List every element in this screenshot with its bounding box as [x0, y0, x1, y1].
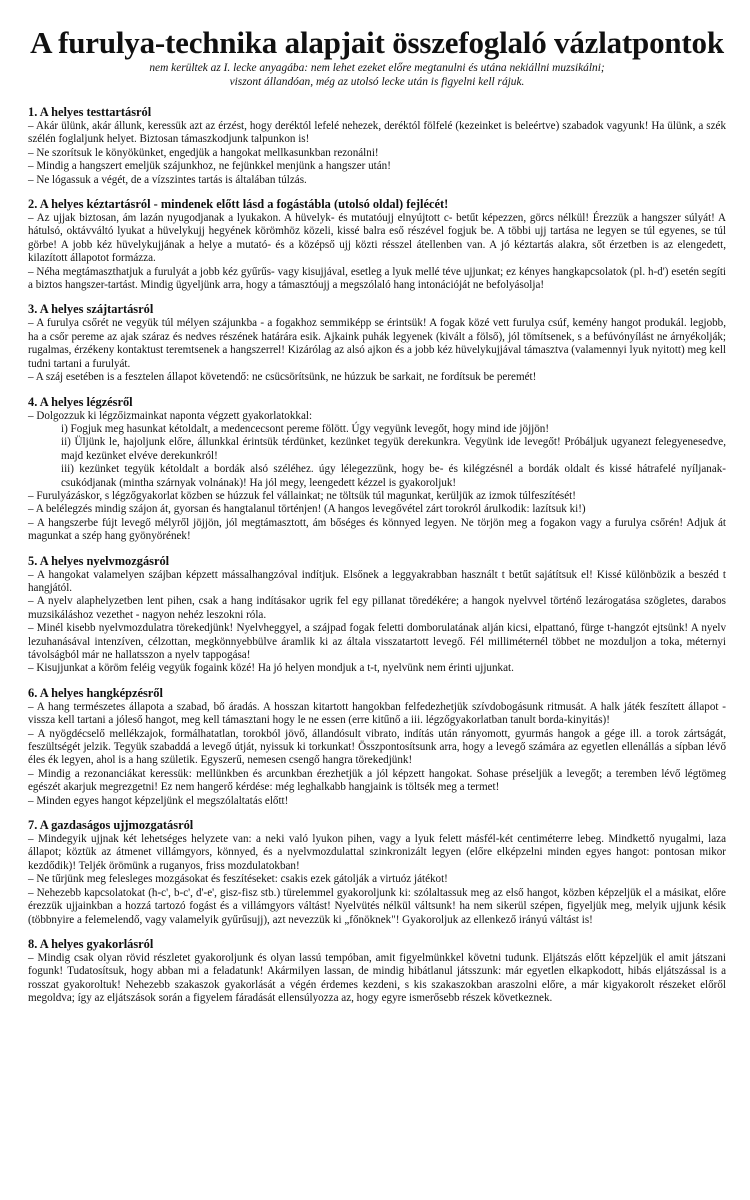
section-heading: 5. A helyes nyelvmozgásról: [28, 553, 170, 568]
section-paragraph: – Ne lógassuk a végét, de a vízszintes tartás is általában túlzás.: [28, 173, 307, 186]
section-heading: 1. A helyes testtartásról: [28, 105, 152, 119]
section-paragraph: – Mindig a rezonanciákat keressük: mellünkben és arcunkban érezhetjük a jól képzett hangokat. Sohase préseljük a levegőt; a teremben lévő légtömeg egészét akarjuk megrezgetni! Ez nem hangerő kérdése: még leghalkabb hangjaink is töltsék meg a termet!: [28, 767, 726, 794]
section-heading: 4. A helyes légzésről: [28, 394, 133, 409]
section-paragraph: – Ne szorítsuk le könyökünket, engedjük a hangokat mellkasunkban rezonálni!: [28, 146, 379, 159]
section-3: [28, 302, 726, 384]
section-paragraph: ii) Üljünk le, hajoljunk előre, állunkkal érintsük térdünket, kezünket tegyük derekunkra. Vegyünk ide levegőt! Próbáljuk ugyanezt felegyenesedve, majd kezünket elvéve derekunkról!: [61, 436, 726, 462]
section-paragraph: – Mindig csak olyan rövid részletet gyakoroljunk és olyan lassú tempóban, amit figyelmünkkel követni tudunk. Eljátszás előtt képzeljük el amit játszani fogunk! Tudatosítsuk, hogy abban mi a feladatunk! Akármilyen lassan, de mindig hibátlanul játsszunk: már egyetlen elkapkodott, hibás eljátszással is a rosszat gyakoroltuk! Nehezebb szakaszok gyakorlását a végén érdemes kezdeni, s kis szakaszokban araszolni előre, a már kigyakorolt részeket előről megoldva; így az eljátszások során a figyelem fáradását ellensúlyozza az, hogy egyre ismerősebb részek következnek.: [28, 951, 726, 1005]
section-paragraph: – Minden egyes hangot képzeljünk el megszólaltatás előtt!: [28, 794, 289, 807]
section-paragraph: – Ne tűrjünk meg felesleges mozgásokat és feszítéseket: csakis ezek gátolják a virtuóz játékot!: [28, 873, 448, 886]
section-8: [28, 937, 726, 1006]
section-paragraph: – Az ujjak biztosan, ám lazán nyugodjanak a lyukakon. A hüvelyk- és mutatóujj elnyújtott c- betűt képezzen, görcs nélkül! Érezzük a hangszer súlyát! A hátulsó, oktávváltó lyukat a hüvelykujj hegyének körömhöz közeli, kissé balra eső részével fogjuk be. A többi ujj tartása ne legyen se túl egyenes, se túl görbe! A jobb kéz hüvelykujjának a helye a mutató- és a középső ujj közti résszel átellenben van. A jó kéztartás alakra, sőt érzetben is az elengedett, kilazított állapotot formázza.: [28, 212, 726, 265]
sections-container: [28, 105, 726, 1006]
section-4: [28, 395, 726, 544]
subtitle-line: nem kerültek az I. lecke anyagába: nem lehet ezeket előre megtanulni és utána nekiállni muzsikálni;: [149, 62, 605, 74]
section-paragraph: – A nyelv alaphelyzetben lent pihen, csak a hang indításakor ugrik fel egy pillanat töredékére; a hangok nyelvvel történő lezárogatása szögletes, darabos muzsikáláshoz vezethet - nagyon nehéz leszokni róla.: [28, 595, 726, 621]
section-6: [28, 686, 726, 808]
section-paragraph: – Mindig a hangszert emeljük szájunkhoz, ne fejünkkel menjünk a hangszer után!: [28, 160, 391, 173]
section-paragraph: – Mindegyik ujjnak két lehetséges helyzete van: a neki való lyukon pihen, vagy a lyuk felett másfél-két centiméterre lebeg. Mindkettő nyugalmi, laza állapot; köztük az átmenet villámgyors, könnyed, és a nyelvmozdulattal szinkronizált legyen (előre elképzelni minden egyes hangot: pontosan mikor kezdődik)! Teljék örömünk a ruganyos, friss mozdulatokban!: [28, 833, 726, 872]
section-paragraph: – Akár ülünk, akár állunk, keressük azt az érzést, hogy deréktól lefelé nehezek, deréktól fölfelé (kezeinket is beleértve) szabadok vagyunk! Ha ülünk, a szék szélén foglaljunk helyet. Biztosan támaszkodjunk talpunkon is!: [28, 120, 726, 146]
section-paragraph: – Dolgozzuk ki légzőizmainkat naponta végzett gyakorlatokkal:: [28, 409, 313, 422]
section-paragraph: – Néha megtámaszthatjuk a furulyát a jobb kéz gyűrűs- vagy kisujjával, esetleg a lyuk mellé téve ujjunkat; ez kényes hangkapcsolatok (pl. h-d') esetén segíti a biztos hangszer-tartást. Mindig ügyeljünk arra, hogy a támasztóujj a megszólaló hang intonációját ne befolyásolja!: [28, 265, 726, 292]
section-paragraph: – A nyögdécselő mellékzajok, formálhatatlan, torokból jövő, állandósult vibrato, indítás után rányomott, gyurmás hangok a gége ill. a torok zártságát, feszültségét jelzik. Tegyük szabaddá a levegő útját, nyissuk ki torkunkat! Összpontosítsunk arra, hogy a levegő számára az egyetlen ellenállás a sípban lévő éles ék legyen, ahol is a hang születik. Egyszerű, nemesen csengő hangra törekedjünk!: [28, 727, 726, 767]
section-heading: 7. A gazdaságos ujjmozgatásról: [28, 818, 194, 833]
page-title: A furulya-technika alapjait összefoglaló vázlatpontok: [30, 25, 724, 60]
section-1: [28, 105, 726, 187]
section-heading: 8. A helyes gyakorlásról: [28, 936, 154, 951]
section-heading: 2. A helyes kéztartásról - mindenek előtt lásd a fogástábla (utolsó oldal) fejlécét!: [28, 197, 449, 212]
section-paragraph: – Nehezebb kapcsolatokat (h-c', b-c', d'-e', gisz-fisz stb.) türelemmel gyakoroljunk ki: szólaltassuk meg az első hangot, közben képzeljük el a másikat, előre érezzük ujjainkban a hozzá tartozó fogást és a villámgyors váltást! Nyelvütés nélkül váltsunk! ha nem sikerül szépen, figyeljük meg, melyik ujjunk késik (többnyire a felemelendő, vagy valamelyik gyűrűsujj), azt nevezzük ki „főnöknek"! Gyakoroljuk az ellenkező irányú váltást is!: [28, 886, 726, 926]
section-paragraph: i) Fogjuk meg hasunkat kétoldalt, a medencecsont pereme fölött. Úgy vegyünk levegőt, hogy mind ide jöjjön!: [61, 422, 550, 435]
page-subtitle: [28, 62, 726, 89]
section-paragraph: – A hang természetes állapota a szabad, bő áradás. A hosszan kitartott hangokban felfedezhetjük szívdobogásunk ritmusát. A halk játék feszített állapot - vissza kell tartani a jóleső hangot, meg kell támasztani hogy le ne essen (erre kitűnő a iii. légzőgyakorlatban tanult borda-kinyitás)!: [28, 700, 726, 727]
section-heading: 6. A helyes hangképzésről: [28, 685, 163, 700]
section-2: [28, 197, 726, 292]
section-paragraph: iii) kezünket tegyük kétoldalt a bordák alsó széléhez. úgy lélegezzünk, hogy be- és kilégzésnél a bordák oldalt és kissé hátrafelé nyíljanak-csukódjanak (mintha szárnyak volnának)! Ha jól megy, leengedett kézzel is gyakoroljuk!: [61, 463, 726, 489]
section-paragraph: – A hangokat valamelyen szájban képzett mássalhangzóval indítjuk. Elsőnek a leggyakrabban használt t betűt sajátítsuk el! Kissé különbözik a beszéd t hangjától.: [28, 568, 726, 594]
section-heading: 3. A helyes szájtartásról: [28, 302, 154, 317]
section-paragraph: – Minél kisebb nyelvmozdulatra törekedjünk! Nyelvheggyel, a szájpad fogak feletti domborulatának alján kicsi, elpattanó, fürge t-hangzót ejtsünk! A nyelv lezuhanásával intenzíven, célzottan, megkönnyebbülve áramlik ki az általa visszatartott levegő. Fél milliméternél többet ne mozduljon a toka, méternyi távolságból már ne hallatsszon a nyelv tappogása!: [28, 622, 726, 661]
section-paragraph: – A száj esetében is a fesztelen állapot követendő: ne csücsörítsünk, ne húzzuk be sarkait, ne fordítsuk be peremét!: [28, 371, 537, 384]
section-paragraph: – A hangszerbe fújt levegő mélyről jöjjön, jól megtámasztott, ám bőséges és könnyed legyen. Ne törjön meg a fogakon vagy a furulya csőrén! Adjuk át magunkat a szép hang gyönyörének!: [28, 516, 726, 543]
subtitle-line: viszont állandóan, még az utolsó lecke után is figyelni kell rájuk.: [229, 75, 525, 88]
section-paragraph: – A belélegzés mindig szájon át, gyorsan és hangtalanul történjen! (A hangos levegővétel zárt torokról árulkodik: lazítsuk ki!): [28, 503, 586, 516]
section-paragraph: – A furulya csőrét ne vegyük túl mélyen szájunkba - a fogakhoz semmiképp se érintsük! A fogak közé vett furulya csúf, kemény hangot produkál. legjobb, ha a csőr pereme az ajak száraz és nedves részének határára esik. Ajkaink puhák legyenek (kivált a fölső), jól tömítsenek, s a befúvónyílást ne árnyékolják; rugalmas, érzékeny kontaktust teremtsenek a hangszerrel! Kizárólag az alsó ajkon és a jobb kéz hüvelykujjával támasztva (valamennyi lyuk nyitott) meg kell tudni tartani a furulyát.: [28, 317, 726, 370]
section-7: [28, 818, 726, 927]
section-5: [28, 554, 726, 676]
section-paragraph: – Kisujjunkat a köröm feléig vegyük fogaink közé! Ha jó helyen mondjuk a t-t, nyelvünk nem érinti ujjunkat.: [28, 662, 514, 675]
section-paragraph: – Furulyázáskor, s légzőgyakorlat közben se húzzuk fel vállainkat; ne töltsük túl magunkat, kerüljük az izmok túlfeszítését!: [28, 489, 576, 502]
